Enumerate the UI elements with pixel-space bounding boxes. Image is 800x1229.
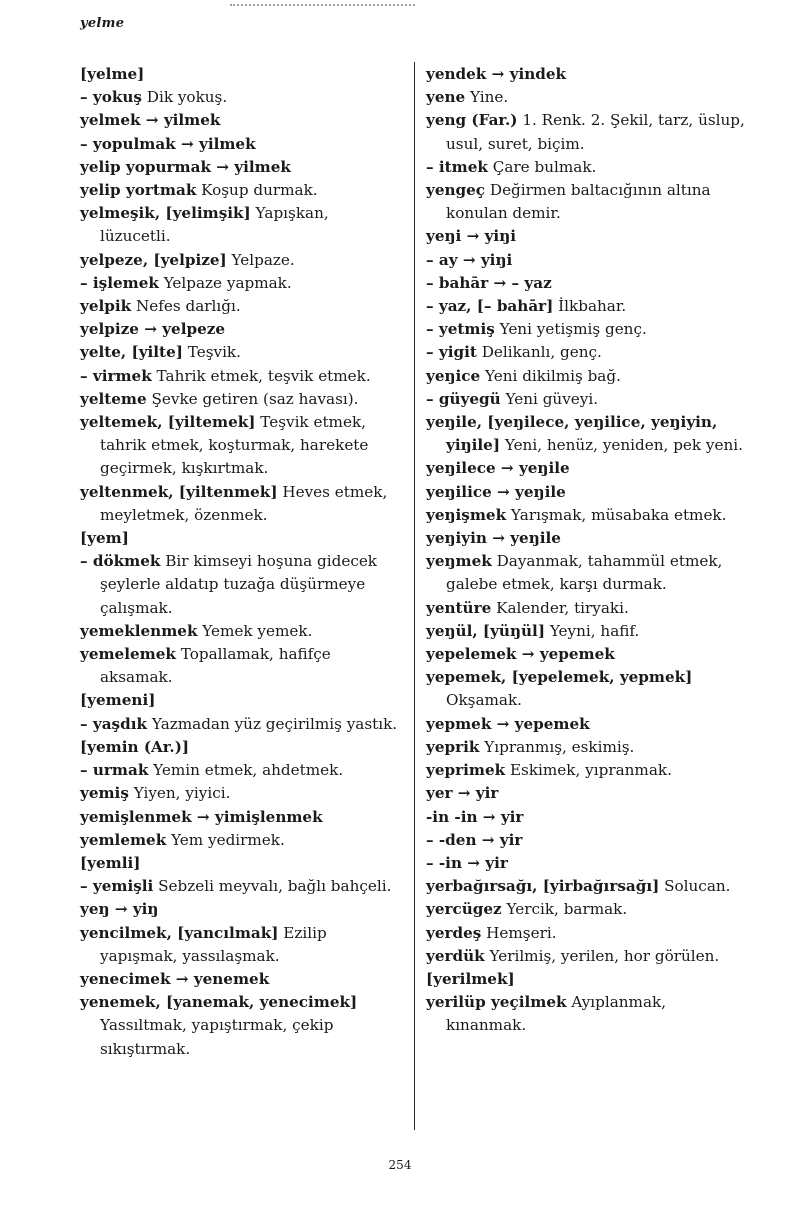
entry-headword: [yem]: [80, 529, 129, 548]
dictionary-entry: [426, 388, 750, 411]
entry-headword: – işlemek: [80, 273, 159, 292]
entry-headword: yepmek → yepemek: [426, 714, 590, 733]
entry-definition: Dik yokuş.: [141, 88, 228, 107]
dictionary-entry: [80, 898, 400, 921]
entry-definition: Solucan.: [659, 877, 731, 896]
dictionary-entry: [80, 179, 400, 202]
entry-headword: yelmek → yilmek: [80, 111, 221, 130]
entry-headword: – yopulmak → yilmek: [80, 134, 256, 153]
entry-definition: Yerilmiş, yerilen, hor görülen.: [484, 946, 720, 965]
entry-headword: yerdeş: [426, 923, 482, 942]
entry-definition: Yeni, henüz, yeniden, pek yeni.: [500, 436, 743, 455]
entry-definition: Yarışmak, müsabaka etmek.: [506, 505, 727, 524]
entry-definition: Yercik, barmak.: [501, 900, 628, 919]
entry-headword: yepemek, [yepelemek, yepmek]: [426, 668, 693, 687]
entry-definition: Bir kimseyi hoşuna gidecek şeylerle aldatıp tuzağa düşürmeye çalışmak.: [100, 552, 378, 617]
dictionary-entry: [426, 457, 750, 480]
entry-headword: yemiş: [80, 784, 129, 803]
dictionary-entry: [426, 156, 750, 179]
entry-headword: – dökmek: [80, 552, 161, 571]
entry-headword: yeŋişmek: [426, 505, 507, 524]
dictionary-entry: [426, 597, 750, 620]
dictionary-entry: [426, 225, 750, 248]
column-divider: [414, 62, 415, 1130]
dictionary-entry: [80, 156, 400, 179]
dictionary-entry: [80, 86, 400, 109]
dictionary-entry: [426, 968, 750, 991]
dictionary-entry: [426, 620, 750, 643]
dictionary-entry: [80, 968, 400, 991]
entry-headword: yenecimek → yenemek: [80, 969, 270, 988]
dictionary-entry: [426, 295, 750, 318]
dictionary-entry: [80, 202, 400, 248]
entry-definition: Yıpranmış, eskimiş.: [479, 737, 635, 756]
entry-definition: Yelpaze yapmak.: [158, 273, 292, 292]
dictionary-entry: [426, 666, 750, 712]
dictionary-entry: [80, 388, 400, 411]
top-scan-mark: [230, 4, 415, 6]
entry-definition: Yassıltmak, yapıştırmak, çekip sıkıştırmak.: [100, 1016, 334, 1058]
entry-headword: [yelme]: [80, 65, 145, 83]
entry-headword: yeltenmek, [yiltenmek]: [80, 482, 278, 501]
entry-headword: yelteme: [80, 389, 147, 408]
entry-headword: – bahār → – yaz: [426, 273, 552, 292]
dictionary-entry: [80, 249, 400, 272]
dictionary-entry: [80, 63, 400, 86]
entry-headword: yepelemek → yepemek: [426, 645, 615, 664]
dictionary-entry: [426, 63, 750, 86]
entry-headword: yelpize → yelpeze: [80, 320, 226, 339]
entry-headword: yene: [426, 88, 466, 107]
entry-definition: Yeni güveyi.: [500, 389, 599, 408]
dictionary-entry: [80, 782, 400, 805]
entry-definition: İlkbahar.: [553, 297, 627, 316]
entry-headword: – itmek: [426, 157, 488, 176]
dictionary-entry: [80, 689, 400, 712]
dictionary-entry: [426, 272, 750, 295]
entry-headword: yelpeze, [yelpize]: [80, 250, 227, 269]
dictionary-entry: [80, 481, 400, 527]
entry-headword: – yigit: [426, 343, 477, 362]
dictionary-entry: [426, 365, 750, 388]
entry-definition: Hemşeri.: [481, 923, 557, 942]
entry-headword: – -den → yir: [426, 830, 523, 849]
entry-headword: – virmek: [80, 366, 152, 385]
entry-definition: Yine.: [465, 88, 509, 107]
entry-headword: [yemeni]: [80, 691, 156, 710]
dictionary-entry: [426, 736, 750, 759]
entry-headword: yeŋiyin → yeŋile: [426, 529, 561, 548]
entry-headword: – yemişli: [80, 877, 154, 896]
entry-definition: Ezilip yapışmak, yassılaşmak.: [100, 923, 327, 965]
entry-definition: Dayanmak, tahammül etmek, galebe etmek, karşı durmak.: [446, 552, 723, 594]
dictionary-entry: [426, 550, 750, 596]
entry-headword: – yaz, [– bahār]: [426, 297, 554, 316]
entry-definition: Yemek yemek.: [197, 621, 313, 640]
entry-definition: Okşamak.: [446, 691, 522, 710]
entry-headword: yelip yopurmak → yilmek: [80, 157, 291, 176]
entry-definition: Yiyen, yiyici.: [128, 784, 231, 803]
entry-headword: yelmeşik, [yelimşik]: [80, 204, 251, 223]
entry-headword: yendek → yindek: [426, 65, 567, 83]
entry-definition: Şevke getiren (saz havası).: [146, 389, 359, 408]
dictionary-entry: [80, 829, 400, 852]
entry-headword: yeŋilece → yeŋile: [426, 459, 570, 478]
entry-headword: – yetmiş: [426, 320, 495, 339]
dictionary-entry: [426, 945, 750, 968]
entry-headword: – urmak: [80, 761, 149, 780]
dictionary-entry: [80, 620, 400, 643]
dictionary-entry: [80, 341, 400, 364]
dictionary-entry: [426, 852, 750, 875]
running-head: yelme: [80, 16, 125, 31]
entry-headword: yeŋi → yiŋi: [426, 227, 517, 246]
entry-definition: Koşup durmak.: [196, 181, 318, 200]
dictionary-entry: [426, 411, 750, 457]
entry-definition: Yapışkan, lüzucetli.: [100, 204, 329, 246]
dictionary-entry: [80, 852, 400, 875]
entry-definition: Ayıplanmak, kınanmak.: [446, 993, 667, 1035]
entry-definition: Topallamak, hafifçe aksamak.: [100, 645, 331, 687]
entry-definition: Yeyni, hafif.: [545, 621, 640, 640]
entry-headword: yencilmek, [yancılmak]: [80, 923, 279, 942]
left-column: [80, 63, 400, 1061]
entry-definition: Tahrik etmek, teşvik etmek.: [151, 366, 371, 385]
dictionary-entry: [426, 922, 750, 945]
dictionary-entry: [426, 806, 750, 829]
dictionary-entry: [80, 759, 400, 782]
dictionary-entry: [80, 922, 400, 968]
dictionary-entry: [80, 736, 400, 759]
entry-headword: yeprimek: [426, 761, 506, 780]
entry-definition: Heves etmek, meyletmek, özenmek.: [100, 482, 388, 524]
dictionary-entry: [80, 550, 400, 620]
entry-definition: Sebzeli meyvalı, bağlı bahçeli.: [153, 877, 392, 896]
entry-definition: Yeni dikilmiş bağ.: [480, 366, 621, 385]
entry-definition: Delikanlı, genç.: [476, 343, 602, 362]
dictionary-entry: [426, 318, 750, 341]
dictionary-entry: [426, 527, 750, 550]
dictionary-entry: [426, 643, 750, 666]
entry-headword: – -in → yir: [426, 853, 508, 872]
dictionary-entry: [426, 341, 750, 364]
entry-headword: yercügez: [426, 900, 502, 919]
dictionary-entry: [80, 272, 400, 295]
entry-definition: Yelpaze.: [226, 250, 295, 269]
entry-definition: Eskimek, yıpranmak.: [505, 761, 672, 780]
entry-headword: yelpik: [80, 297, 132, 316]
entry-headword: [yemli]: [80, 853, 141, 872]
entry-headword: – ay → yiŋi: [426, 250, 513, 269]
right-column: [426, 63, 750, 1038]
entry-headword: [yemin (Ar.)]: [80, 737, 190, 756]
dictionary-entry: [426, 504, 750, 527]
dictionary-entry: [80, 643, 400, 689]
entry-definition: Yeni yetişmiş genç.: [494, 320, 647, 339]
entry-headword: yemlemek: [80, 830, 167, 849]
dictionary-entry: [426, 991, 750, 1037]
page-number: 254: [388, 1158, 412, 1172]
entry-headword: yeŋice: [426, 366, 481, 385]
dictionary-entry: [426, 713, 750, 736]
entry-headword: yeŋül, [yüŋül]: [426, 621, 546, 640]
dictionary-entry: [426, 829, 750, 852]
dictionary-entry: [426, 249, 750, 272]
dictionary-entry: [426, 109, 750, 155]
entry-headword: yemelemek: [80, 645, 176, 664]
entry-headword: yelte, [yilte]: [80, 343, 183, 362]
entry-headword: yeng (Far.): [426, 111, 518, 130]
dictionary-entry: [80, 713, 400, 736]
entry-headword: yeprik: [426, 737, 480, 756]
entry-headword: yeltemek, [yiltemek]: [80, 413, 256, 432]
entry-headword: yeŋilice → yeŋile: [426, 482, 566, 501]
entry-headword: yerdük: [426, 946, 485, 965]
entry-headword: yerbağırsağı, [yirbağırsağı]: [426, 877, 660, 896]
entry-headword: yengeç: [426, 181, 486, 200]
dictionary-entry: [80, 295, 400, 318]
entry-headword: yentüre: [426, 598, 492, 617]
dictionary-entry: [80, 411, 400, 481]
entry-definition: 1. Renk. 2. Şekil, tarz, üslup, usul, suret, biçim.: [446, 111, 745, 153]
entry-headword: [yerilmek]: [426, 969, 515, 988]
dictionary-entry: [80, 875, 400, 898]
dictionary-entry: [426, 759, 750, 782]
dictionary-entry: [80, 806, 400, 829]
dictionary-entry: [80, 109, 400, 132]
entry-headword: yenemek, [yanemak, yenecimek]: [80, 993, 358, 1012]
dictionary-entry: [426, 898, 750, 921]
dictionary-entry: [426, 179, 750, 225]
entry-definition: Çare bulmak.: [487, 157, 597, 176]
entry-definition: Yem yedirmek.: [166, 830, 285, 849]
dictionary-entry: [80, 365, 400, 388]
entry-headword: -in -in → yir: [426, 807, 524, 826]
dictionary-entry: [80, 991, 400, 1061]
entry-headword: – yaşdık: [80, 714, 148, 733]
entry-headword: yemeklenmek: [80, 621, 198, 640]
dictionary-entry: [426, 86, 750, 109]
entry-definition: Nefes darlığı.: [131, 297, 241, 316]
entry-definition: Teşvik etmek, tahrik etmek, koşturmak, harekete geçirmek, kışkırtmak.: [100, 413, 369, 478]
dictionary-entry: [426, 782, 750, 805]
entry-headword: yerilüp yeçilmek: [426, 993, 567, 1012]
entry-headword: yelip yortmak: [80, 181, 197, 200]
entry-headword: yeŋmek: [426, 552, 492, 571]
dictionary-entry: [80, 318, 400, 341]
entry-headword: yeŋile, [yeŋilece, yeŋilice, yeŋiyin, yiŋile]: [426, 413, 718, 455]
dictionary-entry: [426, 481, 750, 504]
entry-headword: yemişlenmek → yimişlenmek: [80, 807, 323, 826]
entry-definition: Yemin etmek, ahdetmek.: [148, 761, 344, 780]
dictionary-entry: [426, 875, 750, 898]
entry-headword: yeŋ → yiŋ: [80, 900, 159, 919]
entry-headword: yer → yir: [426, 784, 499, 803]
entry-headword: – yokuş: [80, 88, 142, 107]
entry-definition: Kalender, tiryaki.: [491, 598, 629, 617]
entry-headword: – güyegü: [426, 389, 501, 408]
dictionary-entry: [80, 527, 400, 550]
entry-definition: Teşvik.: [182, 343, 241, 362]
entry-definition: Değirmen baltacığının altına konulan demir.: [446, 181, 711, 223]
dictionary-entry: [80, 133, 400, 156]
entry-definition: Yazmadan yüz geçirilmiş yastık.: [147, 714, 398, 733]
